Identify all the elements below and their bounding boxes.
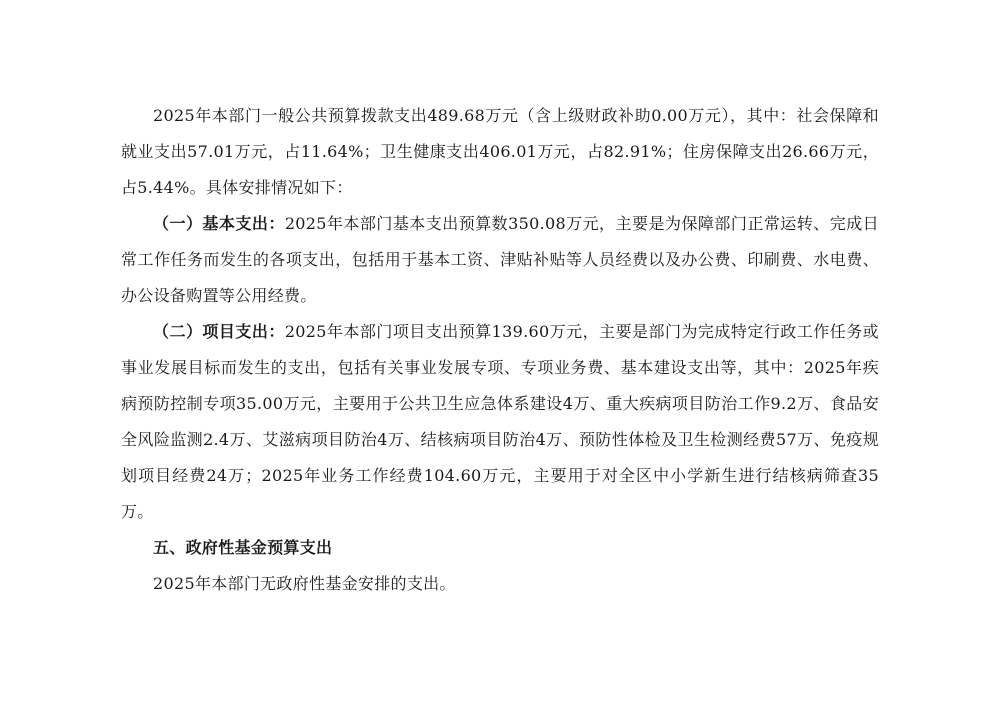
section-five-heading: 五、政府性基金预算支出 (153, 538, 333, 557)
project-expenditure-text: 2025年本部门项目支出预算139.60万元，主要是部门为完成特定行政工作任务或事业发展目标而发生的支出，包括有关事业发展专项、专项业务费、基本建设支出等，其中：2025年疾病预防控制专项35.00万元，主要用于公共卫生应急体系建设4万、重大疾病项目防治工作9.2万、食品安全风险监测2.4万、艾滋病项目防治4万、结核病项目防治4万、预防性体检及卫生检测经费57万、免疫规划项目经费24万；2025年业务工作经费104.60万元，主要用于对全区中小学新生进行结核病筛查35万。 (121, 322, 879, 521)
project-expenditure-title: （二）项目支出： (153, 322, 285, 341)
basic-expenditure-paragraph (121, 206, 879, 314)
document-body (121, 98, 879, 602)
intro-paragraph: 2025年本部门一般公共预算拨款支出489.68万元（含上级财政补助0.00万元），其中：社会保障和就业支出57.01万元，占11.64%；卫生健康支出406.01万元，占82.91%；住房保障支出26.66万元，占5.44%。具体安排情况如下： (121, 106, 879, 197)
basic-expenditure-text: 2025年本部门基本支出预算数350.08万元，主要是为保障部门正常运转、完成日常工作任务而发生的各项支出，包括用于基本工资、津贴补贴等人员经费以及办公费、印刷费、水电费、办公设备购置等公用经费。 (121, 214, 879, 305)
basic-expenditure-title: （一）基本支出： (153, 214, 285, 233)
section-five-text: 2025年本部门无政府性基金安排的支出。 (153, 574, 456, 593)
project-expenditure-paragraph (121, 314, 879, 530)
